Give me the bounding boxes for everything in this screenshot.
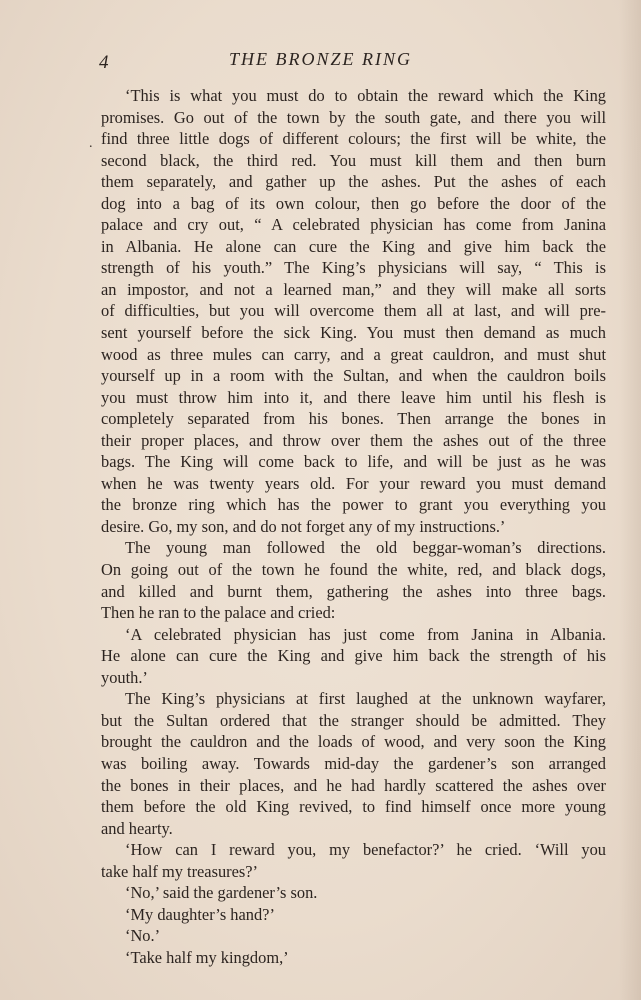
text-line: Then he ran to the palace and cried: (101, 603, 336, 623)
text-line: ‘My daughter’s hand?’ (125, 904, 275, 924)
text-line: wood as three mules can carry, and a great cauldron, and must shut (101, 344, 606, 364)
text-line: ‘How can I reward you, my benefactor?’ he cried. ‘Will you (125, 840, 606, 860)
text-line: promises. Go out of the town by the south gate, and there you will (101, 107, 606, 127)
running-title: THE BRONZE RING (229, 49, 412, 69)
text-line: The young man followed the old beggar-woman’s directions. (125, 538, 606, 558)
text-line: an impostor, and not a learned man,” and they will make all sorts (101, 279, 606, 299)
body-text (101, 85, 606, 968)
text-line: and killed and burnt them, gathering the ashes into three bags. (101, 581, 606, 601)
text-line: find three little dogs of different colours; the first will be white, the (101, 129, 606, 149)
text-line: bags. The King will come back to life, and will be just as he was (101, 452, 606, 472)
text-line: them before the old King revived, to find himself once more young (101, 797, 606, 817)
text-line: but the Sultan ordered that the stranger should be admitted. They (101, 710, 606, 730)
text-line: the bones in their places, and he had hardly scattered the ashes over (101, 775, 606, 795)
text-line: in Albania. He alone can cure the King and give him back the (101, 236, 606, 256)
text-line: dog into a bag of its own colour, then go before the door of the (101, 193, 606, 213)
text-line: completely separated from his bones. Then arrange the bones in (101, 409, 606, 429)
text-line: palace and cry out, “ A celebrated physician has come from Janina (101, 215, 606, 235)
text-line: them separately, and gather up the ashes. Put the ashes of each (101, 172, 606, 192)
text-line: and hearty. (101, 818, 173, 838)
text-line: ‘This is what you must do to obtain the reward which the King (125, 86, 606, 105)
text-line: He alone can cure the King and give him back the strength of his (101, 646, 606, 666)
text-line: On going out of the town he found the white, red, and black dogs, (101, 560, 606, 580)
text-line: ‘No,’ said the gardener’s son. (125, 883, 318, 903)
text-line: sent yourself before the sick King. You must then demand as much (101, 323, 606, 343)
text-line: was boiling away. Towards mid-day the gardener’s son arranged (101, 753, 606, 773)
text-line: strength of his youth.” The King’s physicians will say, “ This is (101, 258, 606, 278)
text-line: of difficulties, but you will overcome them all at last, and will pre- (101, 301, 606, 321)
text-line: youth.’ (101, 667, 148, 687)
text-line: ‘A celebrated physician has just come from Janina in Albania. (125, 624, 606, 644)
text-line: take half my treasures?’ (101, 861, 258, 881)
margin-mark: . (89, 136, 93, 151)
text-line: when he was twenty years old. For your reward you must demand (101, 473, 606, 493)
text-line: ‘No.’ (125, 926, 161, 946)
text-line: ‘Take half my kingdom,’ (125, 947, 289, 967)
text-line: second black, the third red. You must kill them and then burn (101, 150, 606, 170)
text-line: yourself up in a room with the Sultan, and when the cauldron boils (101, 366, 606, 386)
text-line: desire. Go, my son, and do not forget any of my instructions.’ (101, 516, 506, 536)
page-number: 4 (99, 52, 109, 73)
text-line: brought the cauldron and the loads of wood, and very soon the King (101, 732, 606, 752)
page-edge-shadow (619, 0, 641, 1000)
text-line: their proper places, and throw over them the ashes out of the three (101, 430, 606, 450)
text-line: The King’s physicians at first laughed at the unknown wayfarer, (125, 689, 606, 709)
text-line: the bronze ring which has the power to grant you everything you (101, 495, 606, 515)
text-line: you must throw him into it, and there leave him until his flesh is (101, 387, 606, 407)
